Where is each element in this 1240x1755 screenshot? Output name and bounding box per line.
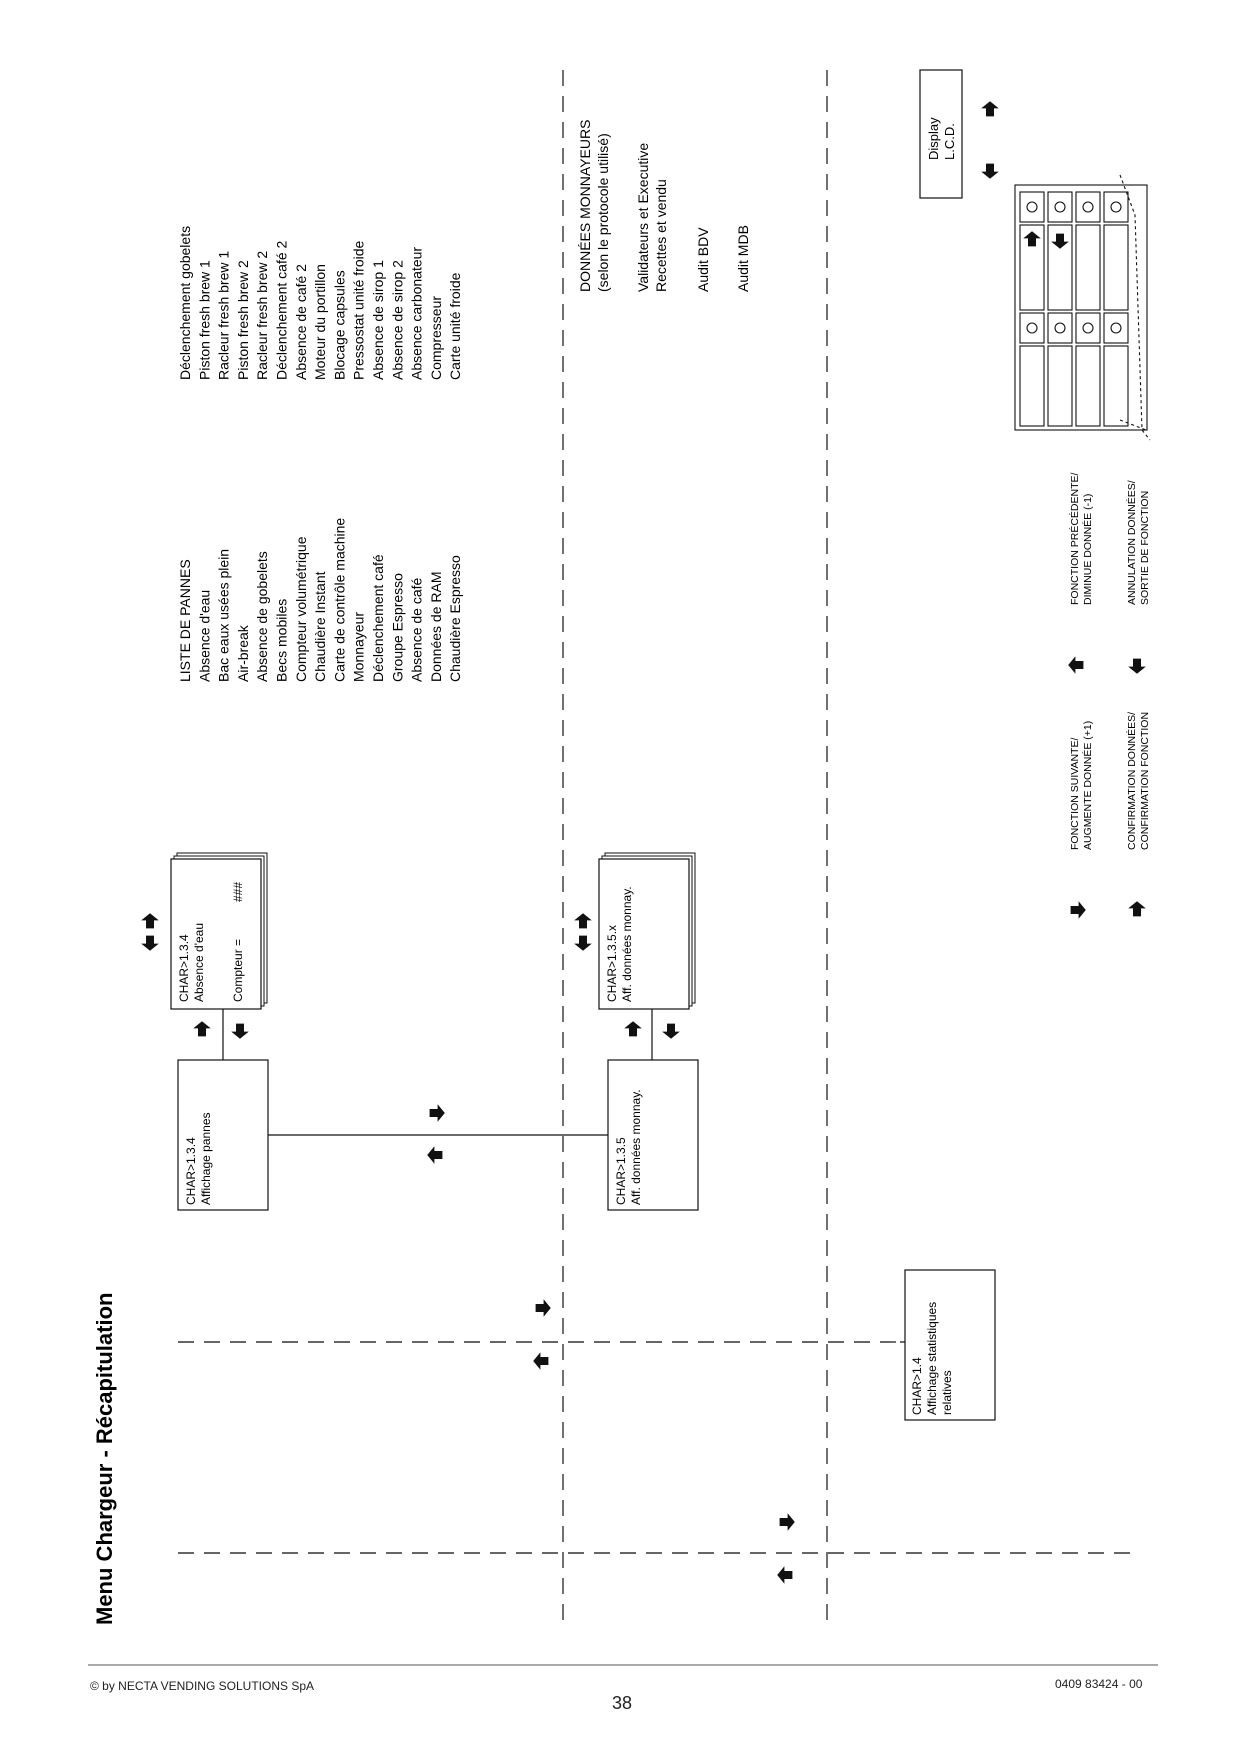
arrow-up-icon xyxy=(624,1021,642,1036)
fault-list-item: Pressostat unité froide xyxy=(350,240,367,380)
document-code: 0409 83424 - 00 xyxy=(1055,1677,1143,1691)
legend-prev-2: DIMINUE DONNÉE (-1) xyxy=(1082,493,1094,605)
box-char-1-3-4[interactable] xyxy=(178,1060,268,1210)
counter-label: Compteur = xyxy=(231,938,245,1002)
fault-list-item: Carte de contrôle machine xyxy=(331,517,348,682)
box-label: Absence d'eau xyxy=(192,922,206,1002)
fault-list-col2 xyxy=(177,226,463,380)
box-char-1-4[interactable] xyxy=(905,1270,995,1420)
legend-next: FONCTION SUIVANTE/ xyxy=(1069,737,1081,850)
fault-list-item: Monnayeur xyxy=(350,611,367,682)
fault-list-item: Racleur fresh brew 2 xyxy=(254,250,271,380)
fault-list-item: Absence de gobelets xyxy=(254,551,271,682)
fault-list-item: LISTE DE PANNES xyxy=(177,559,193,682)
fault-list-item: Compresseur xyxy=(427,295,444,380)
arrow-left-icon xyxy=(533,1352,548,1370)
fault-list-item: Déclenchement gobelets xyxy=(177,225,193,380)
box-code: CHAR>1.4 xyxy=(910,1357,924,1415)
arrow-up-icon xyxy=(141,913,159,928)
box-label: Affichage pannes xyxy=(199,1112,213,1205)
box-code: CHAR>1.3.5.x xyxy=(605,924,619,1002)
arrow-right-icon xyxy=(1071,901,1086,919)
coin-data-subheading: (selon le protocole utilisé) xyxy=(595,133,611,292)
display-label-2: L.C.D. xyxy=(942,123,957,160)
box-label-2: relatives xyxy=(940,1370,954,1415)
fault-list-item: Piston fresh brew 1 xyxy=(196,260,213,380)
fault-list-item: Air-break xyxy=(234,625,251,682)
legend-confirm: CONFIRMATION DONNÉES/ xyxy=(1126,711,1138,850)
box-code: CHAR>1.3.4 xyxy=(177,934,191,1002)
coin-data-heading: DONNÉES MONNAYEURS xyxy=(577,119,593,292)
fault-list-item: Absence de café 2 xyxy=(292,264,309,380)
fault-list-item: Chaudière Instant xyxy=(312,571,329,682)
fault-list-item: Becs mobiles xyxy=(273,598,290,682)
arrow-down-icon xyxy=(231,1024,249,1039)
fault-list-item: Absence de sirop 1 xyxy=(370,260,386,380)
legend-confirm-2: CONFIRMATION FONCTION xyxy=(1139,711,1151,850)
fault-list-col1 xyxy=(177,518,463,682)
counter-value: ### xyxy=(231,881,245,902)
box-char-1-3-5-x[interactable] xyxy=(599,853,695,1009)
fault-list-item: Chaudière Espresso xyxy=(447,555,464,682)
fault-list-item: Déclenchement café xyxy=(370,554,386,682)
fault-list-item: Données de RAM xyxy=(427,571,444,682)
legend-cancel-2: SORTIE DE FONCTION xyxy=(1139,490,1151,605)
box-label: Aff. données monnay. xyxy=(620,886,634,1002)
arrow-left-icon xyxy=(1068,656,1083,674)
fault-list-item: Piston fresh brew 2 xyxy=(234,260,251,380)
fault-list-item: Absence de sirop 2 xyxy=(389,260,406,380)
arrow-right-icon xyxy=(430,1104,445,1122)
legend-cancel: ANNULATION DONNÉES/ xyxy=(1126,480,1138,605)
fault-list-item: Absence de café xyxy=(408,577,425,682)
fault-list-item: Blocage capsules xyxy=(331,270,348,380)
coin-data-item: Audit BDV xyxy=(695,227,711,292)
box-char-1-3-4-detail[interactable] xyxy=(171,853,267,1009)
fault-list-item: Déclenchement café 2 xyxy=(273,240,290,380)
box-code: CHAR>1.3.4 xyxy=(184,1137,198,1205)
arrow-up-icon xyxy=(981,101,999,116)
fault-list-item: Racleur fresh brew 1 xyxy=(215,250,232,380)
keypad-panel xyxy=(1015,175,1150,440)
fault-list-item: Carte unité froide xyxy=(447,272,464,380)
display-lcd-box xyxy=(920,70,962,198)
coin-data-item: Audit MDB xyxy=(735,225,751,292)
coin-data-item: Recettes et vendu xyxy=(653,179,669,292)
display-label: Display xyxy=(926,117,941,160)
legend-prev: FONCTION PRÉCÉDENTE/ xyxy=(1069,472,1081,605)
coin-data-item: Validateurs et Executive xyxy=(635,142,651,292)
page-number: 38 xyxy=(612,1693,633,1713)
fault-list-item: Absence carbonateur xyxy=(408,246,425,380)
arrow-down-icon xyxy=(662,1024,680,1039)
box-code: CHAR>1.3.5 xyxy=(614,1137,628,1205)
fault-list-item: Compteur volumétrique xyxy=(292,536,309,682)
box-label: Affichage statistiques xyxy=(925,1301,939,1415)
arrow-down-icon xyxy=(141,936,159,951)
arrow-left-icon xyxy=(777,1566,792,1584)
arrow-down-icon xyxy=(574,936,592,951)
fault-list-item: Moteur du portillon xyxy=(312,264,329,380)
box-char-1-3-5[interactable] xyxy=(608,1060,698,1210)
arrow-up-icon xyxy=(193,1021,211,1036)
arrow-left-icon xyxy=(427,1146,442,1164)
fault-list-item: Groupe Espresso xyxy=(389,573,406,682)
legend-next-2: AUGMENTE DONNÉE (+1) xyxy=(1082,720,1094,850)
arrow-up-icon xyxy=(574,913,592,928)
page-title: Menu Chargeur - Récapitulation xyxy=(92,1292,117,1625)
fault-list-item: Absence d'eau xyxy=(196,589,213,682)
arrow-right-icon xyxy=(536,1299,551,1317)
arrow-down-icon xyxy=(981,164,999,179)
footer-copyright: © by NECTA VENDING SOLUTIONS SpA xyxy=(90,1679,315,1693)
fault-list-item: Bac eaux usées plein xyxy=(215,548,232,682)
arrow-right-icon xyxy=(780,1513,795,1531)
box-label: Aff. données monnay. xyxy=(629,1089,643,1205)
arrow-down-icon xyxy=(1128,659,1146,674)
arrow-up-icon xyxy=(1128,901,1146,916)
